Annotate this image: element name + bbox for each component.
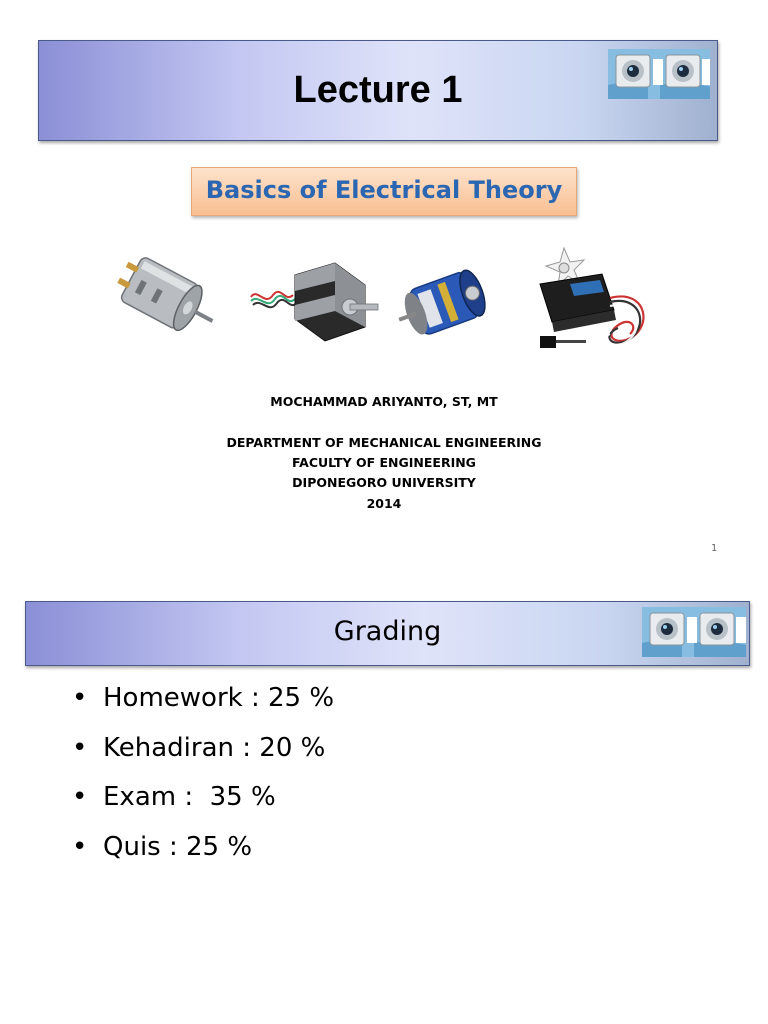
list-item: [72, 831, 253, 882]
list-item: [72, 683, 335, 733]
subtitle-box: Basics of Electrical Theory: [191, 167, 577, 216]
bullet-icon: •: [72, 732, 88, 763]
list-item: [72, 732, 326, 783]
list-item: [72, 782, 276, 832]
bullet-icon: •: [72, 831, 88, 862]
grading-list: [72, 683, 335, 881]
department-name: DEPARTMENT OF MECHANICAL ENGINEERING: [226, 435, 542, 450]
grading-item-quis: Quis : 25 %: [103, 831, 253, 862]
slide-title: Lecture 1: [293, 69, 463, 111]
stepper-motor-image: [243, 255, 383, 345]
bullet-icon: •: [72, 683, 88, 713]
grading-item-kehadiran: Kehadiran : 20 %: [103, 732, 326, 763]
slide-title: Grading: [333, 616, 442, 647]
faculty-name: FACULTY OF ENGINEERING: [292, 455, 476, 470]
servo-motor-image: [530, 240, 654, 358]
bullet-icon: •: [72, 782, 88, 812]
university-name: DIPONEGORO UNIVERSITY: [292, 475, 476, 490]
page-number: 1: [711, 543, 718, 554]
title-banner: [38, 40, 718, 141]
grading-item-homework: Homework : 25 %: [103, 683, 335, 713]
robot-eyes-logo: [608, 49, 710, 99]
year: 2014: [366, 496, 402, 511]
author-name: MOCHAMMAD ARIYANTO, ST, MT: [270, 394, 498, 409]
brushless-motor-image: [392, 256, 504, 348]
dc-motor-image: [108, 252, 218, 342]
robot-eyes-logo: [642, 607, 746, 657]
title-banner: [25, 601, 750, 666]
slide-grading: [0, 575, 768, 1024]
grading-item-exam: Exam : 35 %: [103, 782, 276, 812]
